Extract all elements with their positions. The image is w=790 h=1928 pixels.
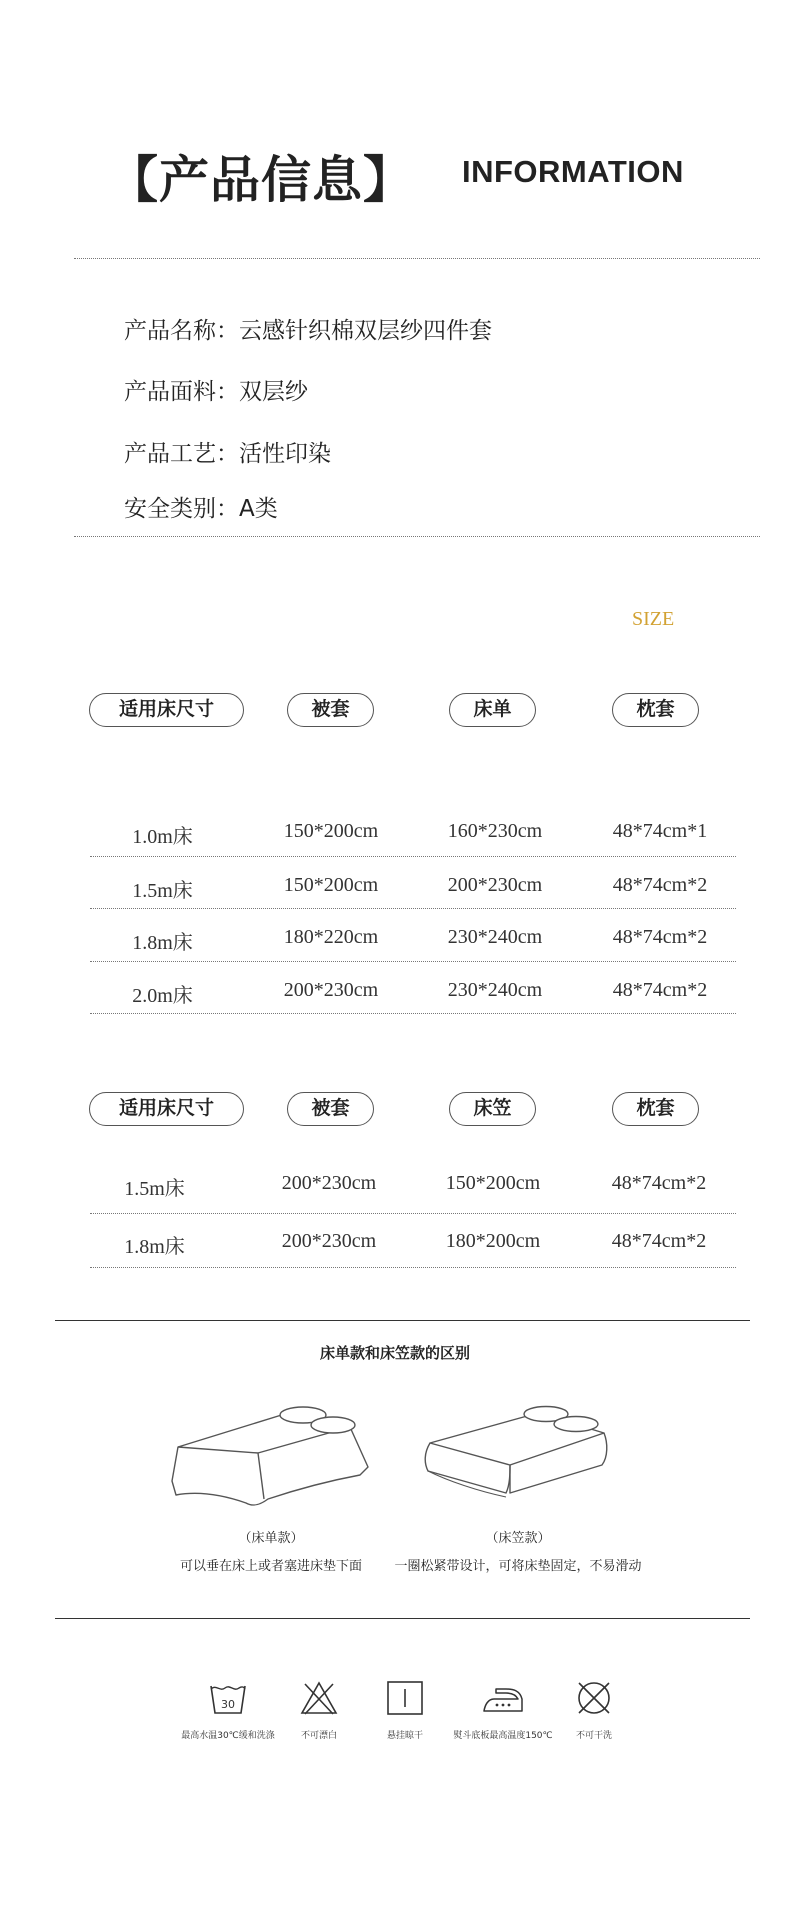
table1-cell: 48*74cm*2 — [612, 979, 708, 1001]
info-value: 双层纱 — [239, 379, 308, 405]
table1-cell: 180*220cm — [283, 926, 379, 948]
care-label: 熨斗底板最高温度150℃ — [453, 1731, 553, 1741]
info-label: 安全类别： — [124, 496, 239, 522]
flat-sheet-bed-illustration — [168, 1395, 378, 1515]
table1-cell: 2.0m床 — [132, 985, 193, 1007]
table2-header-bed-size: 适用床尺寸 — [89, 1092, 244, 1126]
table2-cell: 1.8m床 — [124, 1236, 185, 1258]
page-title-cn: 【产品信息】 — [108, 151, 414, 209]
table1-row-divider — [90, 1013, 736, 1014]
table2-cell: 200*230cm — [281, 1172, 377, 1194]
table1-row-divider — [90, 856, 736, 857]
info-row-name — [124, 312, 492, 345]
divider-solid-bottom — [55, 1618, 750, 1619]
care-label: 悬挂晾干 — [386, 1731, 423, 1741]
info-label: 产品面料： — [124, 379, 239, 405]
fitted-description: 一圈松紧带设计，可将床垫固定，不易滑动 — [394, 1559, 642, 1574]
table1-cell: 1.5m床 — [132, 880, 193, 902]
table2-cell: 48*74cm*2 — [611, 1172, 707, 1194]
table1-header-duvet: 被套 — [287, 693, 374, 727]
table1-cell: 1.8m床 — [132, 932, 193, 954]
sheet-description: 可以垂在床上或者塞进床垫下面 — [179, 1559, 362, 1574]
info-label: 产品名称： — [124, 318, 239, 344]
info-label: 产品工艺： — [124, 441, 239, 467]
table1-row-divider — [90, 908, 736, 909]
table1-cell: 48*74cm*2 — [612, 874, 708, 896]
wash-30-icon-number: 30 — [221, 1698, 235, 1711]
info-value: 活性印染 — [239, 441, 331, 467]
table1-cell: 150*200cm — [283, 874, 379, 896]
table1-cell: 160*230cm — [447, 820, 543, 842]
care-label: 不可干洗 — [575, 1731, 612, 1741]
no-dry-clean-icon — [574, 1680, 614, 1716]
info-value: 云感针织棉双层纱四件套 — [239, 318, 492, 344]
table1-cell: 200*230cm — [447, 874, 543, 896]
table1-cell: 230*240cm — [447, 979, 543, 1001]
hang-dry-icon — [385, 1680, 425, 1716]
divider-solid-top — [55, 1320, 750, 1321]
table1-cell: 1.0m床 — [132, 826, 193, 848]
difference-title: 床单款和床笠款的区别 — [319, 1344, 470, 1362]
iron-150-icon — [480, 1683, 526, 1715]
table2-cell: 1.5m床 — [124, 1178, 185, 1200]
page-title-en: INFORMATION — [462, 154, 684, 189]
table2-row-divider — [90, 1267, 736, 1268]
table1-cell: 200*230cm — [283, 979, 379, 1001]
table2-header-pillowcase: 枕套 — [612, 1092, 699, 1126]
table1-cell: 230*240cm — [447, 926, 543, 948]
info-value: A类 — [239, 496, 278, 522]
table2-cell: 180*200cm — [445, 1230, 541, 1252]
table2-cell: 200*230cm — [281, 1230, 377, 1252]
sheet-caption: （床单款） — [238, 1531, 304, 1546]
table1-cell: 150*200cm — [283, 820, 379, 842]
table2-header-duvet: 被套 — [287, 1092, 374, 1126]
table1-cell: 48*74cm*1 — [612, 820, 708, 842]
table2-header-fitted-sheet: 床笠 — [449, 1092, 536, 1126]
no-bleach-icon — [299, 1680, 339, 1716]
care-label: 最高水温30℃缓和洗涤 — [181, 1731, 275, 1741]
care-label: 不可漂白 — [300, 1731, 337, 1741]
info-row-fabric — [124, 373, 308, 406]
divider-info — [74, 536, 760, 537]
fitted-caption: （床笠款） — [485, 1531, 551, 1546]
table2-cell: 48*74cm*2 — [611, 1230, 707, 1252]
fitted-sheet-bed-illustration — [418, 1395, 618, 1505]
table1-cell: 48*74cm*2 — [612, 926, 708, 948]
info-row-safety — [124, 490, 278, 523]
table1-header-sheet: 床单 — [449, 693, 536, 727]
table1-header-pillowcase: 枕套 — [612, 693, 699, 727]
table1-row-divider — [90, 961, 736, 962]
table2-cell: 150*200cm — [445, 1172, 541, 1194]
table1-header-bed-size: 适用床尺寸 — [89, 693, 244, 727]
info-row-craft — [124, 435, 331, 468]
wash-30-icon — [208, 1680, 248, 1716]
divider-top — [74, 258, 760, 259]
size-label: SIZE — [632, 608, 675, 630]
table2-row-divider — [90, 1213, 736, 1214]
